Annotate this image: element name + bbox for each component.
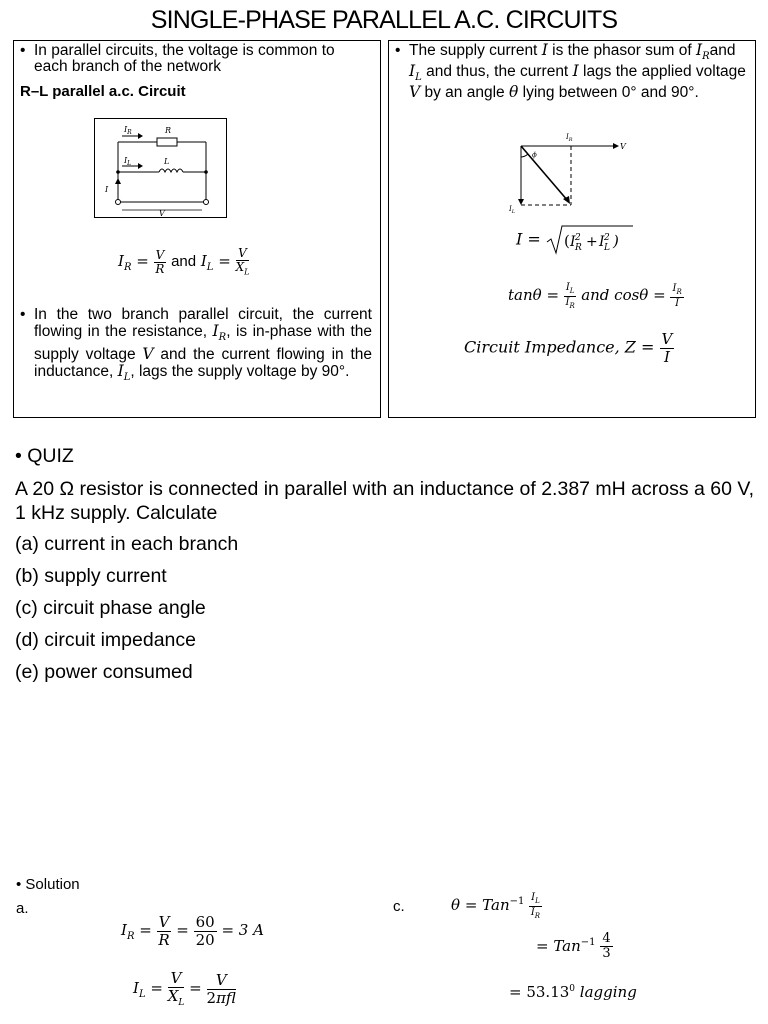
solution-theta-result: = $53.13^0$ lagging [509, 983, 637, 1001]
r-label: R [165, 126, 172, 135]
section-heading: R–L parallel a.c. Circuit [20, 83, 186, 100]
svg-text:L: L [603, 243, 610, 253]
ir-label: $I_R$ [566, 133, 573, 143]
phasor-diagram [507, 129, 637, 214]
svg-text:2: 2 [603, 233, 610, 243]
svg-text:(: ( [563, 232, 570, 250]
quiz-item-d: (d) circuit impedance [15, 629, 196, 651]
il-label: $I_L$ [509, 205, 516, 214]
svg-text:ϕ: ϕ [532, 151, 537, 159]
svg-text:): ) [612, 232, 619, 250]
sqrt-sign [546, 224, 634, 256]
bullet-supply-current: • The supply current I is the phasor sum of $I_Rand$ $I_L$ and thus, the current I lags the applied voltage V by an angle θ lying between 0° and 90°. [395, 41, 746, 102]
phasor-panel [388, 40, 756, 418]
quiz-item-c: (c) circuit phase angle [15, 597, 206, 619]
svg-text:I: I [598, 234, 605, 250]
quiz-heading: • QUIZ [15, 445, 74, 467]
v-label: V [159, 209, 165, 218]
phase-angle-equation: tanθ = $\frac{I_L}{I_R}$ and cosθ = $\frac{I_R}{I}$ [508, 282, 682, 310]
solution-il-equation: $I_L$ = $\frac{V}{X_L}$ = $\frac{V}{\text{2πfl}}$ [133, 969, 236, 1008]
svg-text:+: + [585, 234, 598, 250]
quiz-item-e: (e) power consumed [15, 661, 193, 683]
svg-text:R: R [574, 243, 582, 253]
solution-theta-ratio: = Tan$^{-1}$ $\frac{4}{3}$ [536, 931, 611, 962]
bullet-branch-phase: • In the two branch parallel circuit, the current flowing in the resistance, $I_R$, is in-phase with the supply voltage V and the current flowing in the inductance, $I_L$, lags the supply voltage by 90°. [20, 306, 372, 384]
supply-current-equation: I = ( I 2 R + I 2 L ) [516, 224, 634, 256]
i-label: I [105, 185, 109, 194]
branch-current-equations: $I_R$ = $\frac{V}{R}$ and $I_L$ = $\frac{V}{X_L}$ [118, 246, 250, 277]
ir-label: $I_R$ [124, 125, 132, 136]
solution-part-c-label: c. [393, 898, 405, 915]
solution-heading: • Solution [16, 876, 80, 893]
impedance-equation: Circuit Impedance, Z = $\frac{V}{I}$ [464, 330, 673, 366]
l-label: L [164, 157, 170, 166]
solution-theta-definition: θ = Tan$^{-1}$ $\frac{I_L}{I_R}$ [451, 892, 541, 920]
quiz-question: A 20 Ω resistor is connected in parallel with an inductance of 2.387 mH across a 60 V, 1 kHz supply. Calculate [15, 478, 755, 524]
page-title: SINGLE-PHASE PARALLEL A.C. CIRCUITS [150, 6, 618, 34]
quiz-item-a: (a) current in each branch [15, 533, 239, 555]
quiz-item-b: (b) supply current [15, 565, 167, 587]
solution-ir-equation: $I_R$ = $\frac{V}{R}$ = $\frac{60}{20}$ = 3 A [121, 913, 264, 949]
v-label: V [620, 142, 626, 151]
il-label: $I_L$ [124, 156, 132, 167]
svg-text:I: I [569, 234, 576, 250]
rl-circuit-panel [13, 40, 381, 418]
bullet-voltage-common: • In parallel circuits, the voltage is common to each branch of the network [20, 42, 335, 75]
svg-text:2: 2 [574, 233, 581, 243]
rl-circuit-diagram [94, 118, 228, 219]
solution-part-a-label: a. [16, 900, 29, 917]
